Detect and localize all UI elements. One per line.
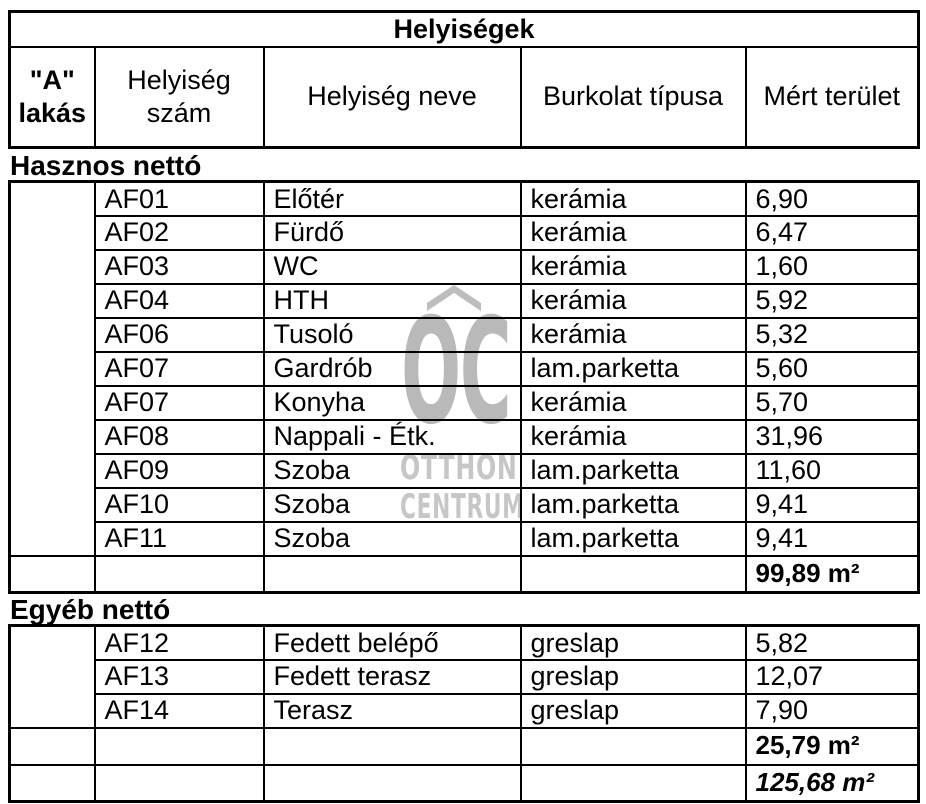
room-name-cell: HTH	[264, 284, 521, 318]
col-header-apartment: "A" lakás	[10, 47, 95, 148]
section-total-value: 99,89 m²	[746, 556, 919, 593]
room-name-cell: Fedett belépő	[264, 626, 521, 660]
floor-type-cell: lam.parketta	[521, 522, 746, 556]
room-name-cell: WC	[264, 250, 521, 284]
empty-cell	[521, 556, 746, 593]
room-number-cell: AF11	[95, 522, 264, 556]
room-name-cell: Szoba	[264, 488, 521, 522]
room-name-cell: Terasz	[264, 694, 521, 728]
col-header-room-name: Helyiség neve	[264, 47, 521, 148]
empty-cell	[264, 728, 521, 765]
section-heading-egyeb-netto: Egyéb nettó	[10, 594, 171, 625]
area-cell: 5,60	[746, 352, 919, 386]
floor-type-cell: kerámia	[521, 318, 746, 352]
hasznos-netto-table	[8, 180, 920, 594]
watermark-logo-letters: OC	[401, 287, 511, 457]
room-name-cell: Előtér	[264, 182, 521, 216]
watermark-text-otthon: OTTHON	[400, 448, 518, 488]
room-name-cell: Tusoló	[264, 318, 521, 352]
section-total-row	[10, 728, 919, 765]
table-row	[10, 454, 919, 488]
empty-cell	[521, 765, 746, 802]
col-header-floor-type: Burkolat típusa	[521, 47, 746, 148]
empty-cell	[10, 728, 95, 765]
column-header-row	[10, 47, 919, 148]
room-number-cell: AF13	[95, 660, 264, 694]
table-row	[10, 318, 919, 352]
area-cell: 9,41	[746, 488, 919, 522]
area-cell: 9,41	[746, 522, 919, 556]
area-cell: 6,47	[746, 216, 919, 250]
empty-cell	[264, 765, 521, 802]
grand-total-value: 125,68 m²	[746, 765, 919, 802]
room-number-cell: AF08	[95, 420, 264, 454]
floor-type-cell: kerámia	[521, 420, 746, 454]
table-row	[10, 626, 919, 660]
apartment-column-cell	[10, 626, 95, 728]
empty-cell	[10, 556, 95, 593]
col-header-measured-area: Mért terület	[746, 47, 919, 148]
room-number-cell: AF10	[95, 488, 264, 522]
floor-type-cell: kerámia	[521, 250, 746, 284]
col-header-room-number: Helyiség szám	[95, 47, 264, 148]
floor-type-cell: greslap	[521, 626, 746, 660]
page-title: Helyiségek	[10, 12, 919, 47]
room-number-cell: AF06	[95, 318, 264, 352]
grand-total-row	[10, 765, 919, 802]
floor-type-cell: lam.parketta	[521, 454, 746, 488]
room-name-cell: Fedett terasz	[264, 660, 521, 694]
room-number-cell: AF02	[95, 216, 264, 250]
empty-cell	[10, 765, 95, 802]
floor-type-cell: lam.parketta	[521, 488, 746, 522]
area-cell: 7,90	[746, 694, 919, 728]
floor-type-cell: greslap	[521, 660, 746, 694]
table-row	[10, 522, 919, 556]
area-cell: 31,96	[746, 420, 919, 454]
room-name-cell: Fürdő	[264, 216, 521, 250]
table-row	[10, 352, 919, 386]
room-name-cell: Szoba	[264, 522, 521, 556]
room-name-cell: Konyha	[264, 386, 521, 420]
egyeb-netto-table	[8, 624, 920, 803]
room-name-cell: Szoba	[264, 454, 521, 488]
empty-cell	[521, 728, 746, 765]
area-cell: 5,32	[746, 318, 919, 352]
area-cell: 12,07	[746, 660, 919, 694]
section-heading-hasznos-netto: Hasznos nettó	[10, 150, 202, 181]
room-name-cell: Gardrób	[264, 352, 521, 386]
rooms-header-table	[8, 10, 920, 149]
floor-type-cell: greslap	[521, 694, 746, 728]
table-row	[10, 386, 919, 420]
table-row	[10, 182, 919, 216]
table-row	[10, 660, 919, 694]
floor-type-cell: kerámia	[521, 216, 746, 250]
table-row	[10, 250, 919, 284]
room-number-cell: AF12	[95, 626, 264, 660]
room-number-cell: AF07	[95, 352, 264, 386]
floor-type-cell: kerámia	[521, 386, 746, 420]
area-cell: 11,60	[746, 454, 919, 488]
apartment-column-cell	[10, 182, 95, 556]
empty-cell	[95, 728, 264, 765]
section-total-row	[10, 556, 919, 593]
table-title-row	[10, 12, 919, 47]
area-cell: 5,82	[746, 626, 919, 660]
table-row	[10, 488, 919, 522]
area-cell: 5,92	[746, 284, 919, 318]
empty-cell	[95, 556, 264, 593]
empty-cell	[264, 556, 521, 593]
room-name-cell: Nappali - Étk.	[264, 420, 521, 454]
floor-type-cell: lam.parketta	[521, 352, 746, 386]
room-number-cell: AF09	[95, 454, 264, 488]
area-cell: 1,60	[746, 250, 919, 284]
room-number-cell: AF07	[95, 386, 264, 420]
area-cell: 6,90	[746, 182, 919, 216]
room-number-cell: AF14	[95, 694, 264, 728]
section-total-value: 25,79 m²	[746, 728, 919, 765]
floor-type-cell: kerámia	[521, 182, 746, 216]
area-cell: 5,70	[746, 386, 919, 420]
table-row	[10, 420, 919, 454]
empty-cell	[95, 765, 264, 802]
table-row	[10, 216, 919, 250]
room-number-cell: AF01	[95, 182, 264, 216]
room-number-cell: AF03	[95, 250, 264, 284]
table-row	[10, 284, 919, 318]
room-number-cell: AF04	[95, 284, 264, 318]
table-row	[10, 694, 919, 728]
floor-type-cell: kerámia	[521, 284, 746, 318]
watermark-text-centrum: CENTRUM	[400, 487, 525, 527]
